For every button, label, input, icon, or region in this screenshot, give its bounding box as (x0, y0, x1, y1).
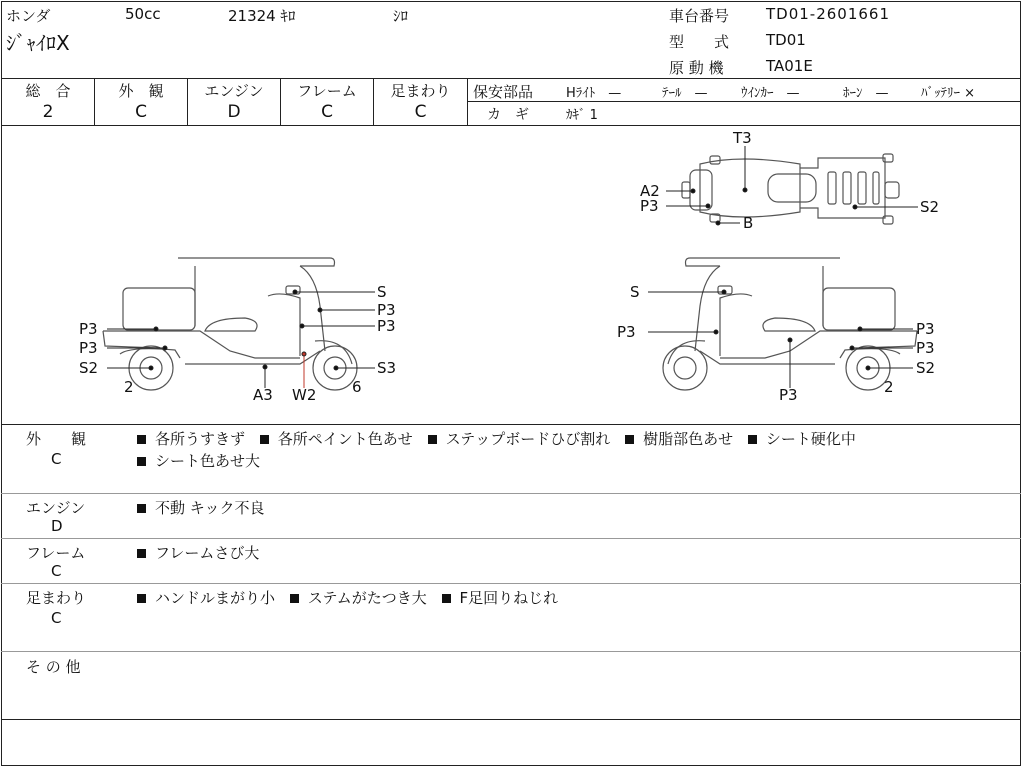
remarks-suspension-label: 足まわり (26, 589, 87, 607)
remark-item: ステムがたつき大 (307, 589, 427, 607)
label-left-s2: S2 (79, 359, 99, 377)
remarks-engine-grade: D (51, 517, 63, 535)
key-label: カ ギ (487, 107, 529, 123)
remarks-frame-grade: C (51, 562, 62, 580)
remarks-exterior-items-line2 (137, 450, 270, 471)
frame-no: TD01-2601661 (766, 5, 891, 23)
label-right-p3-a: P3 (617, 323, 636, 341)
label-top-b: B (743, 214, 754, 232)
bullet (137, 594, 146, 603)
engine-model: TA01E (766, 57, 813, 75)
model-name: ｼﾞｬｲﾛX (6, 31, 70, 55)
label-left-front-grade: 6 (352, 378, 362, 396)
label-left-p3-d: P3 (79, 339, 98, 357)
divider (1, 583, 1021, 584)
bullet (625, 435, 634, 444)
right-diagram-labels (617, 283, 935, 404)
overall-grade: 2 (42, 102, 54, 122)
remarks-exterior-label: 外 観 (26, 430, 87, 448)
taillight-status: ﾃｰﾙ — (662, 86, 708, 101)
remark-item: 各所ペイント色あせ (277, 430, 413, 448)
displacement: 50cc (125, 5, 161, 23)
label-right-s: S (630, 283, 640, 301)
remarks-frame-label: フレーム (26, 544, 86, 562)
remarks-exterior-items-line1 (137, 428, 866, 449)
divider (1, 493, 1021, 494)
suspension-label: 足まわり (390, 82, 451, 100)
remark-item: F足回りねじれ (459, 589, 559, 607)
frame-grade: C (321, 102, 333, 122)
remark-item: シート色あせ大 (155, 452, 261, 470)
bullet (137, 457, 146, 466)
divider (1, 719, 1021, 720)
label-left-p3-b: P3 (377, 317, 396, 335)
remark-item: ステップボードひび割れ (445, 430, 611, 448)
frame-label: フレーム (297, 82, 357, 100)
bullet (748, 435, 757, 444)
label-left-s: S (377, 283, 387, 301)
label-left-s3: S3 (377, 359, 397, 377)
label-top-s2: S2 (920, 198, 940, 216)
label-left-rear-grade: 2 (124, 378, 134, 396)
divider (1, 651, 1021, 652)
bullet (137, 435, 146, 444)
engine-label: エンジン (204, 82, 264, 100)
type-value: TD01 (766, 31, 806, 49)
remark-item: 樹脂部色あせ (643, 430, 734, 448)
type-label: 型 式 (669, 33, 730, 51)
maker: ホンダ (6, 7, 51, 25)
remarks-top (1, 424, 1021, 425)
safety-label: 保安部品 (473, 83, 534, 101)
label-left-p3-c: P3 (79, 320, 98, 338)
color: ｼﾛ (393, 7, 409, 25)
label-right-s2: S2 (916, 359, 936, 377)
grade-table-top (1, 78, 1021, 79)
label-right-rear-grade: 2 (884, 378, 894, 396)
safety-divider (467, 101, 1021, 102)
frame-no-label: 車台番号 (669, 7, 730, 25)
remarks-frame-items (137, 542, 269, 563)
bullet (137, 504, 146, 513)
damage-diagram (0, 126, 1022, 424)
remarks-engine-label: エンジン (26, 499, 86, 517)
remark-item: 不動 キック不良 (155, 499, 265, 517)
remark-item: シート硬化中 (765, 430, 856, 448)
label-left-p3-a: P3 (377, 301, 396, 319)
top-view-outline (682, 154, 899, 224)
label-top-a2: A2 (640, 182, 660, 200)
label-top-t3: T3 (733, 129, 752, 147)
battery-status: ﾊﾞｯﾃﾘｰ × (921, 86, 976, 101)
bullet (290, 594, 299, 603)
exterior-label: 外 観 (118, 82, 164, 100)
label-left-w2: W2 (292, 386, 317, 404)
left-scooter-outline (103, 258, 357, 390)
remarks-other-label: そ の 他 (26, 658, 81, 676)
mileage: 21324 ｷﾛ (228, 7, 296, 25)
remarks-exterior-grade: C (51, 450, 62, 468)
exterior-grade: C (135, 102, 147, 122)
label-left-a3: A3 (253, 386, 273, 404)
engine-grade: D (227, 102, 241, 122)
winker-status: ｳｲﾝｶｰ — (741, 86, 800, 101)
label-right-p3-c: P3 (916, 339, 935, 357)
remark-item: 各所うすきず (155, 430, 246, 448)
label-right-p3-d: P3 (779, 386, 798, 404)
overall-label: 総 合 (25, 82, 71, 100)
remarks-suspension-grade: C (51, 609, 62, 627)
remark-item: ハンドルまがり小 (155, 589, 276, 607)
engine-model-label: 原 動 機 (669, 59, 724, 77)
bullet (260, 435, 269, 444)
bullet (137, 549, 146, 558)
remarks-suspension-items (137, 587, 568, 608)
bullet (442, 594, 451, 603)
label-right-p3-b: P3 (916, 320, 935, 338)
headlight-status: Hﾗｲﾄ — (566, 86, 622, 101)
suspension-grade: C (414, 102, 427, 122)
remarks-engine-items (137, 497, 274, 518)
bullet (428, 435, 437, 444)
remark-item: フレームさび大 (155, 544, 260, 562)
top-diagram-labels (640, 129, 939, 232)
horn-status: ﾎｰﾝ — (843, 86, 889, 101)
label-top-p3: P3 (640, 197, 659, 215)
divider (1, 538, 1021, 539)
key-value: ｶｷﾞ 1 (566, 108, 598, 123)
